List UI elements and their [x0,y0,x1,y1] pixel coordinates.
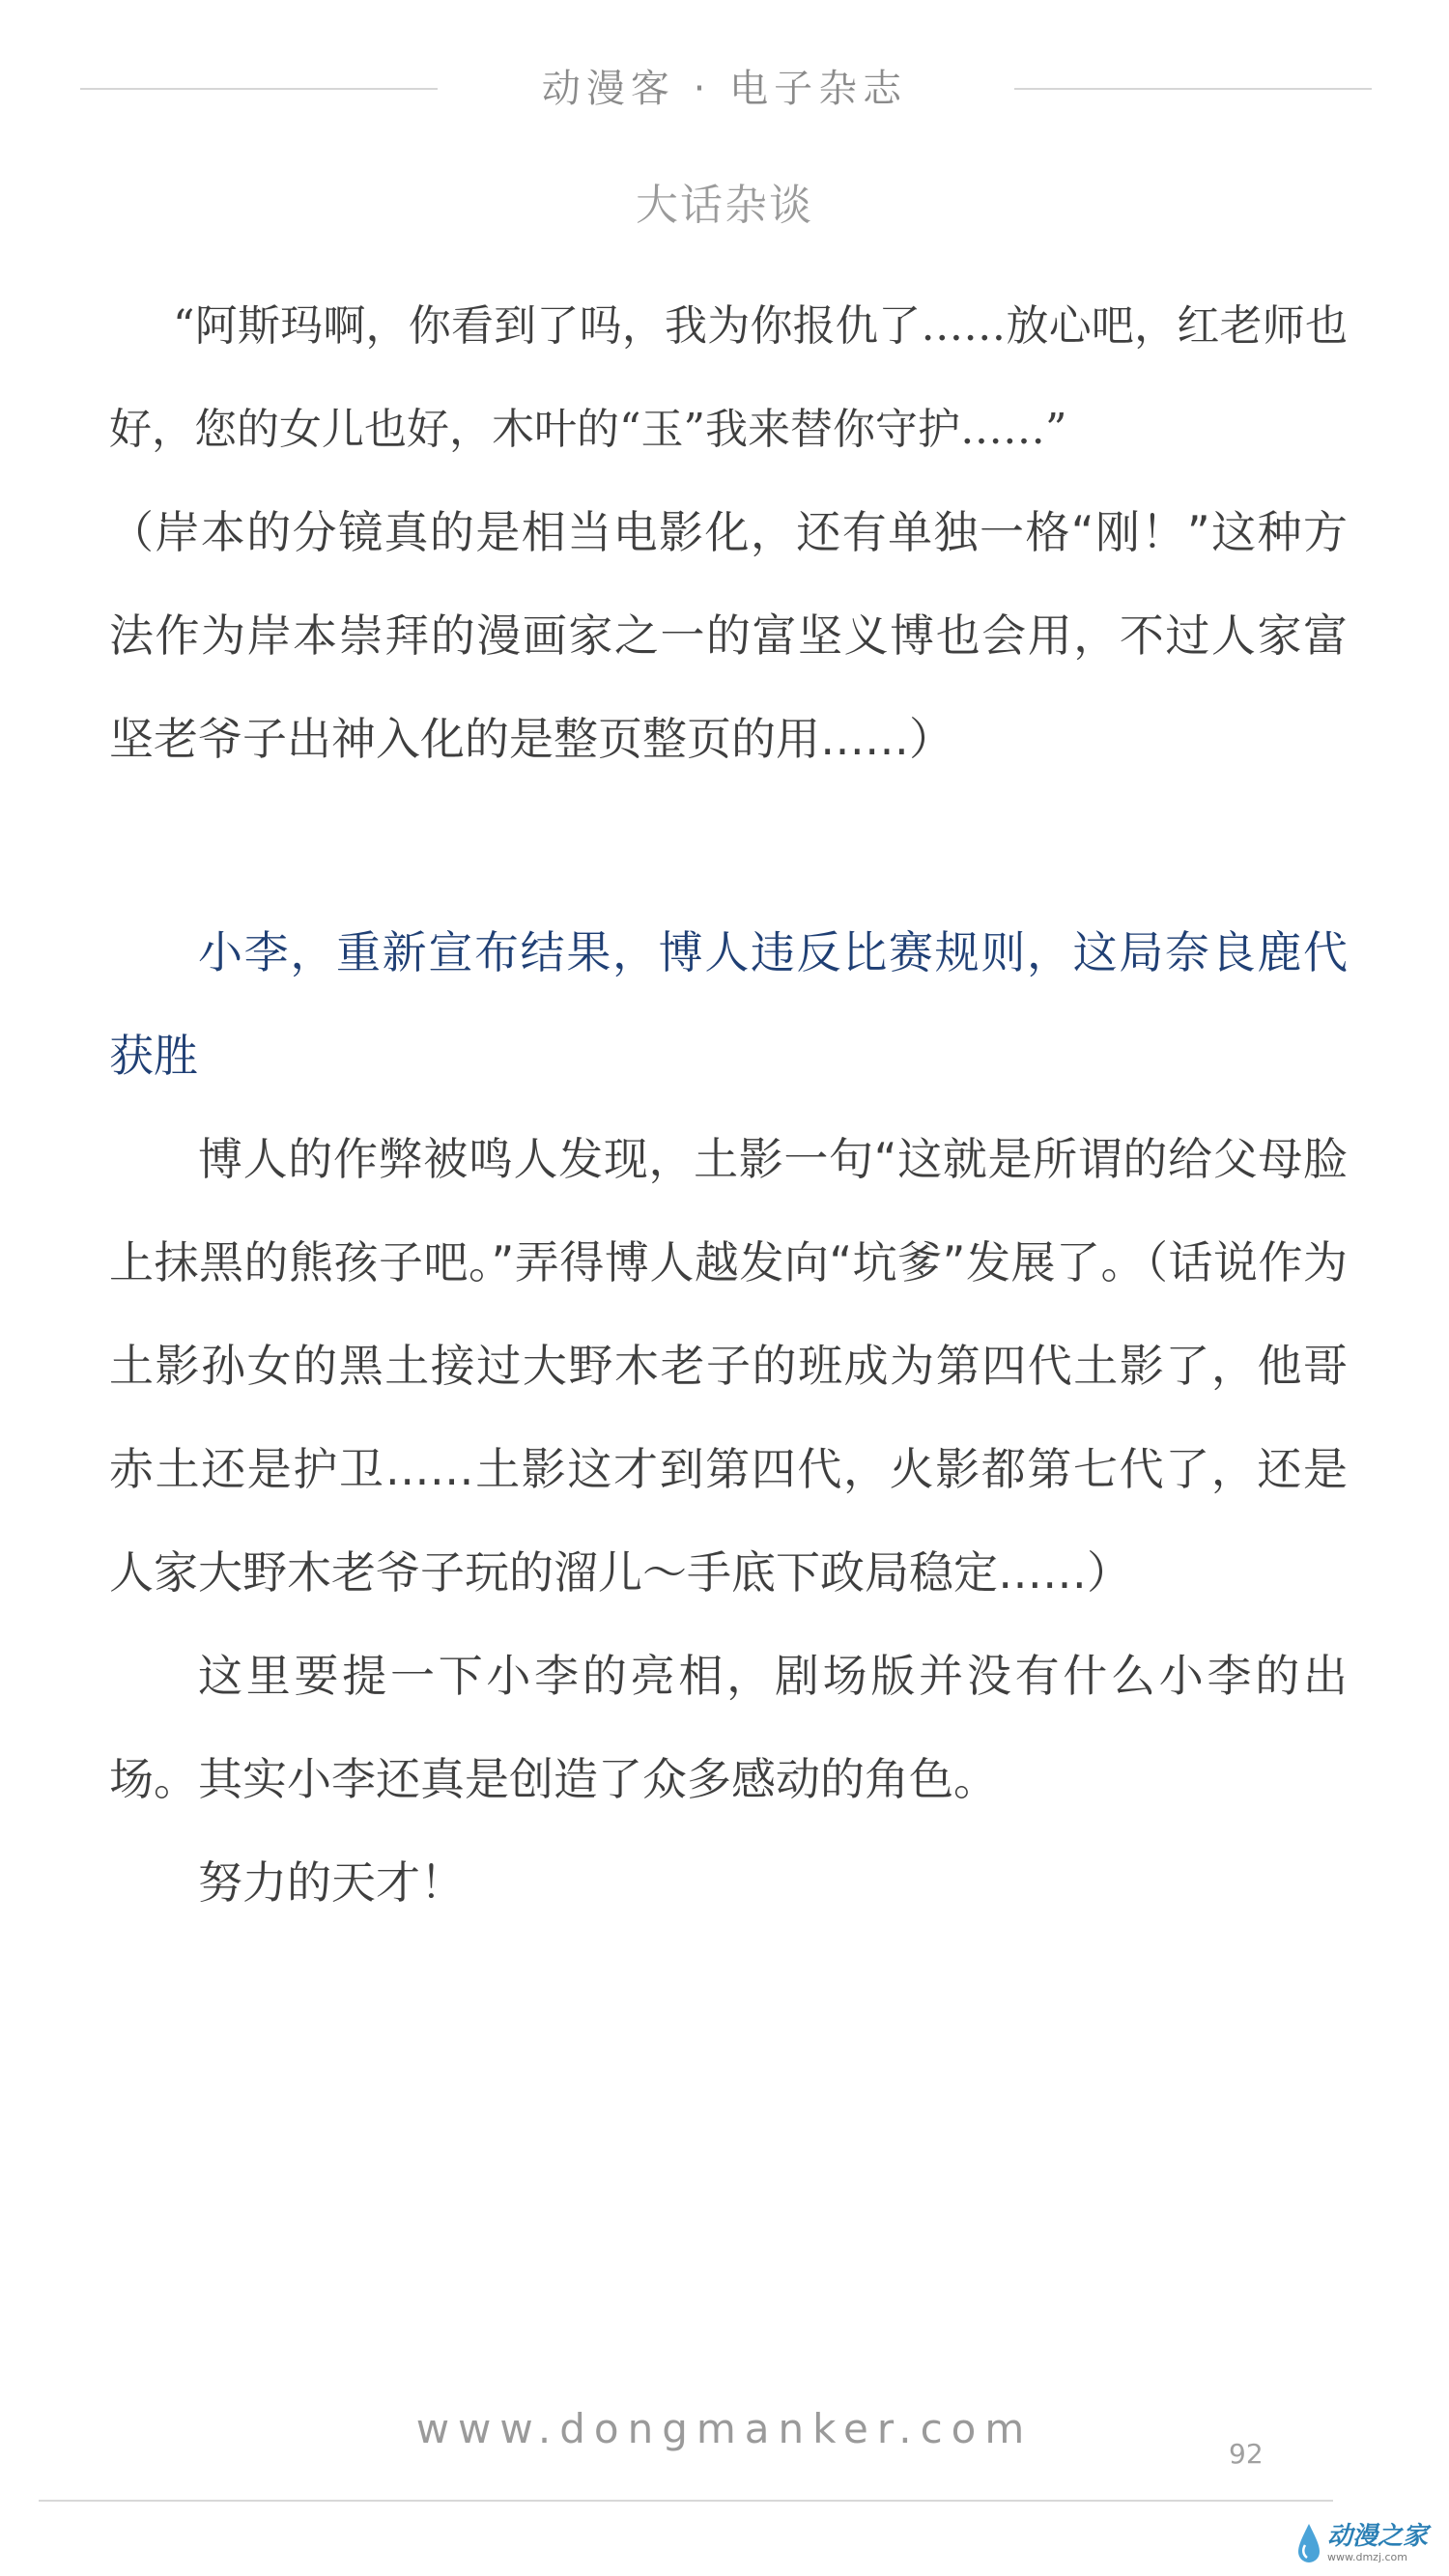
body-paragraph-2: 这里要提一下小李的亮相，剧场版并没有什么小李的出场。其实小李还真是创造了众多感动的角色。 [109,1650,1348,1805]
section-title: 大话杂谈 [636,181,813,230]
body-paragraph-1: 博人的作弊被鸣人发现，土影一句“这就是所谓的给父母脸上抹黑的熊孩子吧。”弄得博人越发向“坑爹”发展了。（话说作为土影孙女的黑土接过大野木老子的班成为第四代土影了，他哥赤土还是护卫……土影这才到第四代，火影都第七代了，还是人家大野木老爷子玩的溜儿～手底下政局稳定……） [109,1133,1348,1599]
footer-rule [39,2500,1333,2502]
watermark-name: 动漫之家 [1327,2522,1429,2551]
body-paragraph-3: 努力的天才！ [198,1856,465,1909]
note-paragraph: （岸本的分镜真的是相当电影化，还有单独一格“刚！”这种方法作为岸本崇拜的漫画家之一的富坚义博也会用，不过人家富坚老爷子出神入化的是整页整页的用……） [109,506,1348,765]
section-heading: 小李，重新宣布结果，博人违反比赛规则，这局奈良鹿代获胜 [109,926,1348,1082]
watermark-url: www.dmzj.com [1327,2551,1407,2563]
article-body [109,274,1348,1935]
paragraph-gap [109,791,1348,901]
water-drop-logo-icon [1296,2522,1321,2564]
quote-paragraph: “阿斯玛啊，你看到了吗，我为你报仇了……放心吧，红老师也好，您的女儿也好，木叶的“玉”我来替你守护……” [109,301,1348,454]
magazine-title: 动漫客 · 电子杂志 [541,67,908,111]
watermark-logo [1296,2519,1441,2567]
footer-url: www.dongmanker.com [415,2405,1034,2452]
page-number: 92 [1229,2438,1264,2470]
